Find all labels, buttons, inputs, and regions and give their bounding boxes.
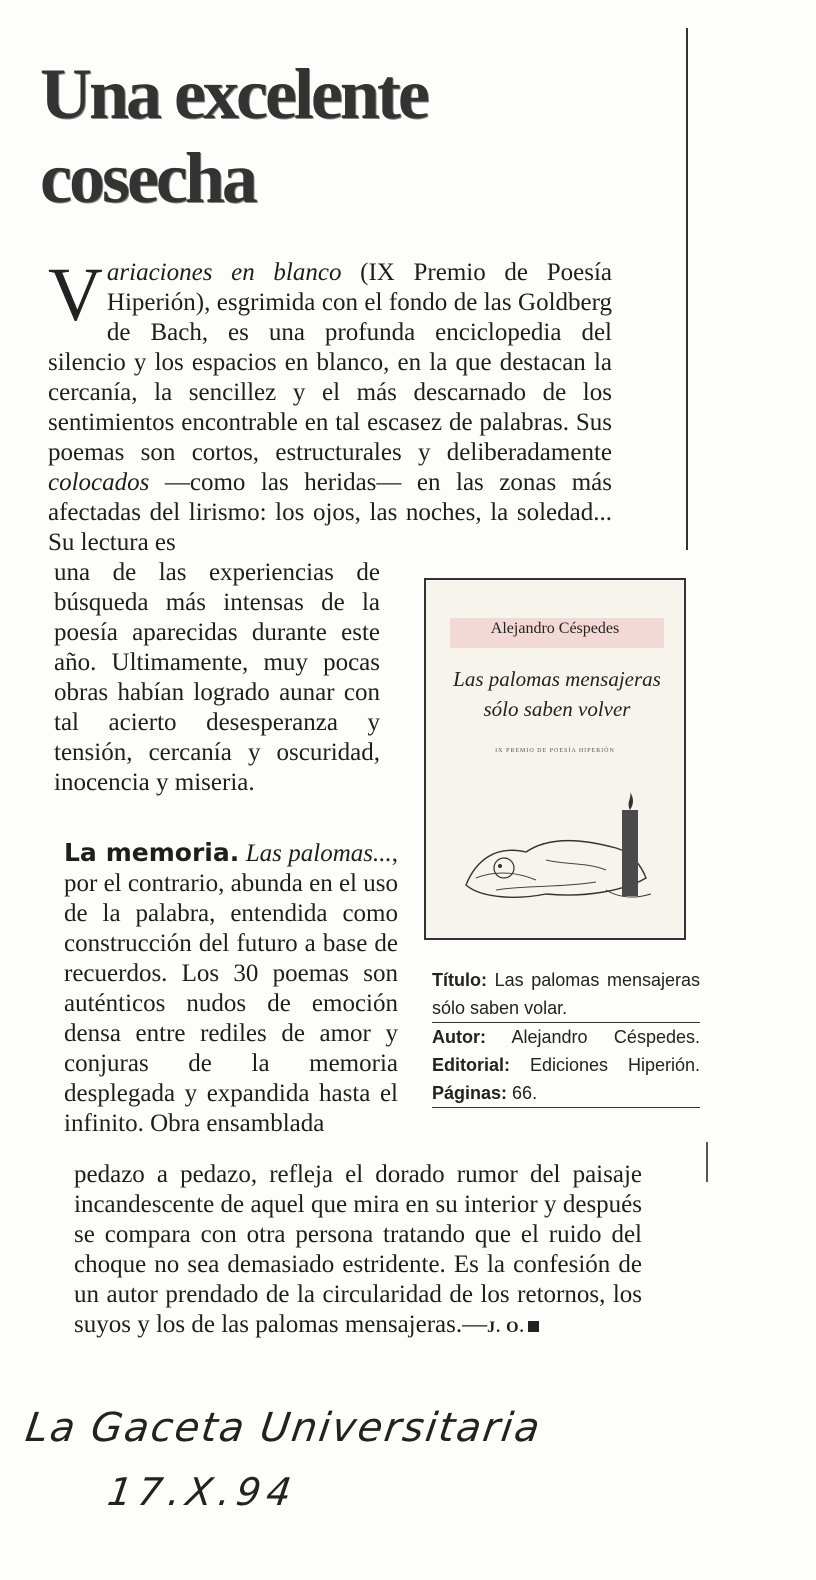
cover-title-line1: Las palomas mensajeras: [453, 667, 661, 691]
caption-publisher-label: Editorial:: [432, 1055, 511, 1075]
paragraph-closing: [74, 1160, 642, 1343]
book-title-short: Las palomas...: [245, 840, 392, 867]
headline-line2: cosecha: [40, 138, 255, 218]
handwritten-date: 17.X.94: [104, 1470, 300, 1514]
column-rule: [686, 28, 688, 550]
headline-line1: Una excelente: [40, 54, 427, 134]
cover-subtitle: IX PREMIO DE POESÍA HIPERIÓN: [495, 748, 615, 754]
caption-author-row: [432, 1023, 700, 1108]
caption-pages-label: Páginas:: [432, 1083, 508, 1103]
caption-author-label: Autor:: [432, 1027, 486, 1047]
caption-pages-value: 66.: [512, 1083, 538, 1103]
caption-title-value: Las palomas mensajeras sólo saben volar.: [432, 970, 700, 1018]
section-subhead: La memoria.: [64, 838, 240, 867]
book-title-italic: ariaciones en blanco: [106, 259, 342, 286]
memoria-text: , por el contrario, abunda en el uso de la palabra, entendida como construcción del futuro a base de recuerdos. Los 30 poemas son auténticos nudos de emoción densa entre rediles de amor y conjuras de la memoria desplegada y expandida hasta el infinito. Obra ensamblada: [64, 840, 399, 1137]
closing-text: pedazo a pedazo, refleja el dorado rumor del paisaje incandescente de aquel que mira en su interior y después se compara con otra persona tratando que el ruido del choque no sea demasiado estridente. Es la confesión de un autor prendado de la circularidad de los retornos, los suyos y los de las palomas mensajeras.—: [74, 1161, 642, 1338]
headline: [40, 52, 540, 220]
paragraph-continued: una de las experiencias de búsqueda más intensas de la poesía aparecidas durante este año. Ultimamente, muy pocas obras habían logrado aunar con tal acierto desesperanza y tensión, cercanía y oscuridad, inocencia y miseria.: [54, 559, 380, 796]
cover-title: [436, 664, 678, 724]
cover-title-line2: sólo saben volver: [483, 697, 631, 721]
author-signature: J. O.: [487, 1319, 525, 1336]
drop-cap: V: [48, 253, 103, 337]
caption-publisher-value: Ediciones Hiperión.: [529, 1055, 700, 1075]
book-cover-image: [424, 578, 686, 940]
cover-author: Alejandro Céspedes: [490, 620, 620, 637]
caption-title-row: [432, 966, 700, 1023]
caption-author-value: Alejandro Céspedes.: [511, 1027, 700, 1047]
paragraph-intro: [48, 253, 612, 558]
intro-text-b: —como las heridas— en las zonas más afectadas del lirismo: los ojos, las noches, la soledad... Su lectura es: [48, 469, 612, 556]
column-rule-lower: [706, 1142, 708, 1182]
intro-text-a: (IX Premio de Poesía Hiperión), esgrimida con el fondo de las Goldberg de Bach, es una profunda enciclopedia del silencio y los espacios en blanco, en la que destacan la cercanía, la sencillez y el más descarnado de los sentimientos encontrable en tal escasez de palabras. Sus poemas son cortos, estructurales y deliberadamente: [48, 259, 612, 466]
paragraph-memoria: [64, 838, 398, 1139]
caption-title-label: Título:: [432, 970, 487, 990]
handwritten-source: La Gaceta Universitaria: [22, 1405, 545, 1451]
cover-illustration: [456, 790, 666, 910]
end-mark: [528, 1321, 539, 1332]
book-info-caption: [432, 966, 700, 1108]
italic-word: colocados: [48, 469, 150, 496]
